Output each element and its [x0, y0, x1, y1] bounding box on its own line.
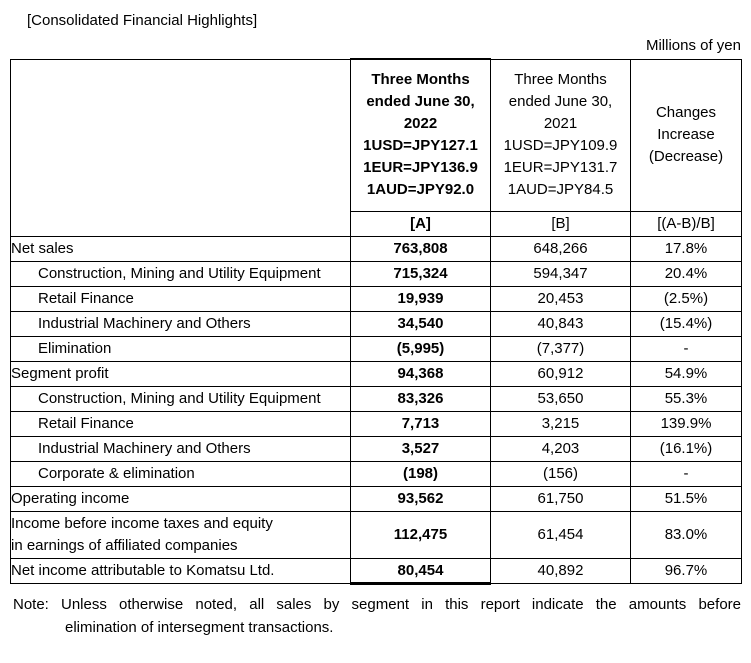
value-a: 3,527 — [351, 436, 491, 461]
value-b: 40,843 — [491, 311, 631, 336]
period-b-line: ended June 30, — [508, 93, 613, 110]
value-b: 3,215 — [491, 411, 631, 436]
value-b: 61,454 — [491, 511, 631, 558]
table-row — [11, 461, 742, 486]
table-row — [11, 336, 742, 361]
value-a: (198) — [351, 461, 491, 486]
changes-line: Changes — [655, 104, 717, 121]
table-row-net-income — [11, 558, 742, 583]
value-a: 34,540 — [351, 311, 491, 336]
value-a: 715,324 — [351, 261, 491, 286]
value-change: 20.4% — [631, 261, 742, 286]
row-label-line1: Income before income taxes and equity — [11, 514, 273, 532]
value-b: (7,377) — [491, 336, 631, 361]
value-change: 83.0% — [631, 511, 742, 558]
value-b: 60,912 — [491, 361, 631, 386]
table-row — [11, 411, 742, 436]
value-a: 7,713 — [351, 411, 491, 436]
value-a: 83,326 — [351, 386, 491, 411]
value-b: 20,453 — [491, 286, 631, 311]
value-change: (15.4%) — [631, 311, 742, 336]
table-row — [11, 261, 742, 286]
row-label: Segment profit — [11, 361, 351, 386]
value-a: 19,939 — [351, 286, 491, 311]
row-label: Industrial Machinery and Others — [11, 311, 351, 336]
changes-line: (Decrease) — [648, 148, 724, 165]
row-label: Construction, Mining and Utility Equipment — [11, 261, 351, 286]
table-row — [11, 386, 742, 411]
header-row — [11, 59, 742, 211]
header-period-2022 — [351, 59, 491, 211]
table-row — [11, 286, 742, 311]
value-change: 51.5% — [631, 486, 742, 511]
value-change: 96.7% — [631, 558, 742, 583]
period-a-line: ended June 30, — [366, 93, 475, 111]
value-a: (5,995) — [351, 336, 491, 361]
tag-a: [A] — [351, 211, 491, 236]
value-change: 54.9% — [631, 361, 742, 386]
page-title: [Consolidated Financial Highlights] — [27, 12, 258, 29]
value-b: 61,750 — [491, 486, 631, 511]
period-b-line: 2021 — [543, 115, 578, 132]
row-label-line2: in earnings of affiliated companies — [11, 536, 238, 554]
header-blank-cell — [11, 59, 351, 236]
rate-aud-2022: 1AUD=JPY92.0 — [366, 181, 475, 199]
period-a-line: Three Months — [371, 71, 470, 89]
row-label: Retail Finance — [11, 286, 351, 311]
table-row — [11, 311, 742, 336]
rate-eur-2021: 1EUR=JPY131.7 — [503, 159, 618, 176]
row-label: Elimination — [11, 336, 351, 361]
table-row-net-sales — [11, 236, 742, 261]
row-label: Industrial Machinery and Others — [11, 436, 351, 461]
footnote-line1: Note: Unless otherwise noted, all sales by segment in this report indicate the amounts before — [13, 595, 741, 613]
value-a: 94,368 — [351, 361, 491, 386]
table-row — [11, 436, 742, 461]
value-b: 53,650 — [491, 386, 631, 411]
value-a: 93,562 — [351, 486, 491, 511]
tag-b: [B] — [491, 211, 631, 236]
value-b: 40,892 — [491, 558, 631, 583]
row-label: Net sales — [11, 236, 351, 261]
value-b: 594,347 — [491, 261, 631, 286]
changes-line: Increase — [657, 126, 715, 143]
row-label: Corporate & elimination — [11, 461, 351, 486]
value-change: - — [631, 336, 742, 361]
value-a: 763,808 — [351, 236, 491, 261]
row-label: Operating income — [11, 486, 351, 511]
table-row-income-before-taxes — [11, 511, 742, 558]
financial-highlights-table — [10, 58, 742, 585]
value-a: 80,454 — [351, 558, 491, 583]
row-label — [11, 511, 351, 558]
header-period-2021 — [491, 59, 631, 211]
value-b: (156) — [491, 461, 631, 486]
period-a-line: 2022 — [403, 115, 438, 133]
rate-usd-2022: 1USD=JPY127.1 — [363, 137, 478, 155]
unit-label: Millions of yen — [645, 37, 741, 54]
period-b-line: Three Months — [514, 71, 607, 88]
value-b: 648,266 — [491, 236, 631, 261]
row-label: Net income attributable to Komatsu Ltd. — [11, 558, 351, 583]
value-change: (2.5%) — [631, 286, 742, 311]
tag-change-formula: [(A-B)/B] — [631, 211, 742, 236]
value-change: 139.9% — [631, 411, 742, 436]
value-change: (16.1%) — [631, 436, 742, 461]
row-label: Construction, Mining and Utility Equipment — [11, 386, 351, 411]
table-row-operating-income — [11, 486, 742, 511]
row-label: Retail Finance — [11, 411, 351, 436]
footnote-line2: elimination of intersegment transactions. — [65, 618, 334, 636]
value-a: 112,475 — [351, 511, 491, 558]
table-row-segment-profit — [11, 361, 742, 386]
rate-eur-2022: 1EUR=JPY136.9 — [363, 159, 478, 177]
value-change: - — [631, 461, 742, 486]
footnote — [13, 594, 741, 638]
rate-aud-2021: 1AUD=JPY84.5 — [507, 181, 614, 198]
value-change: 17.8% — [631, 236, 742, 261]
header-changes — [631, 59, 742, 211]
value-b: 4,203 — [491, 436, 631, 461]
value-change: 55.3% — [631, 386, 742, 411]
rate-usd-2021: 1USD=JPY109.9 — [503, 137, 618, 154]
